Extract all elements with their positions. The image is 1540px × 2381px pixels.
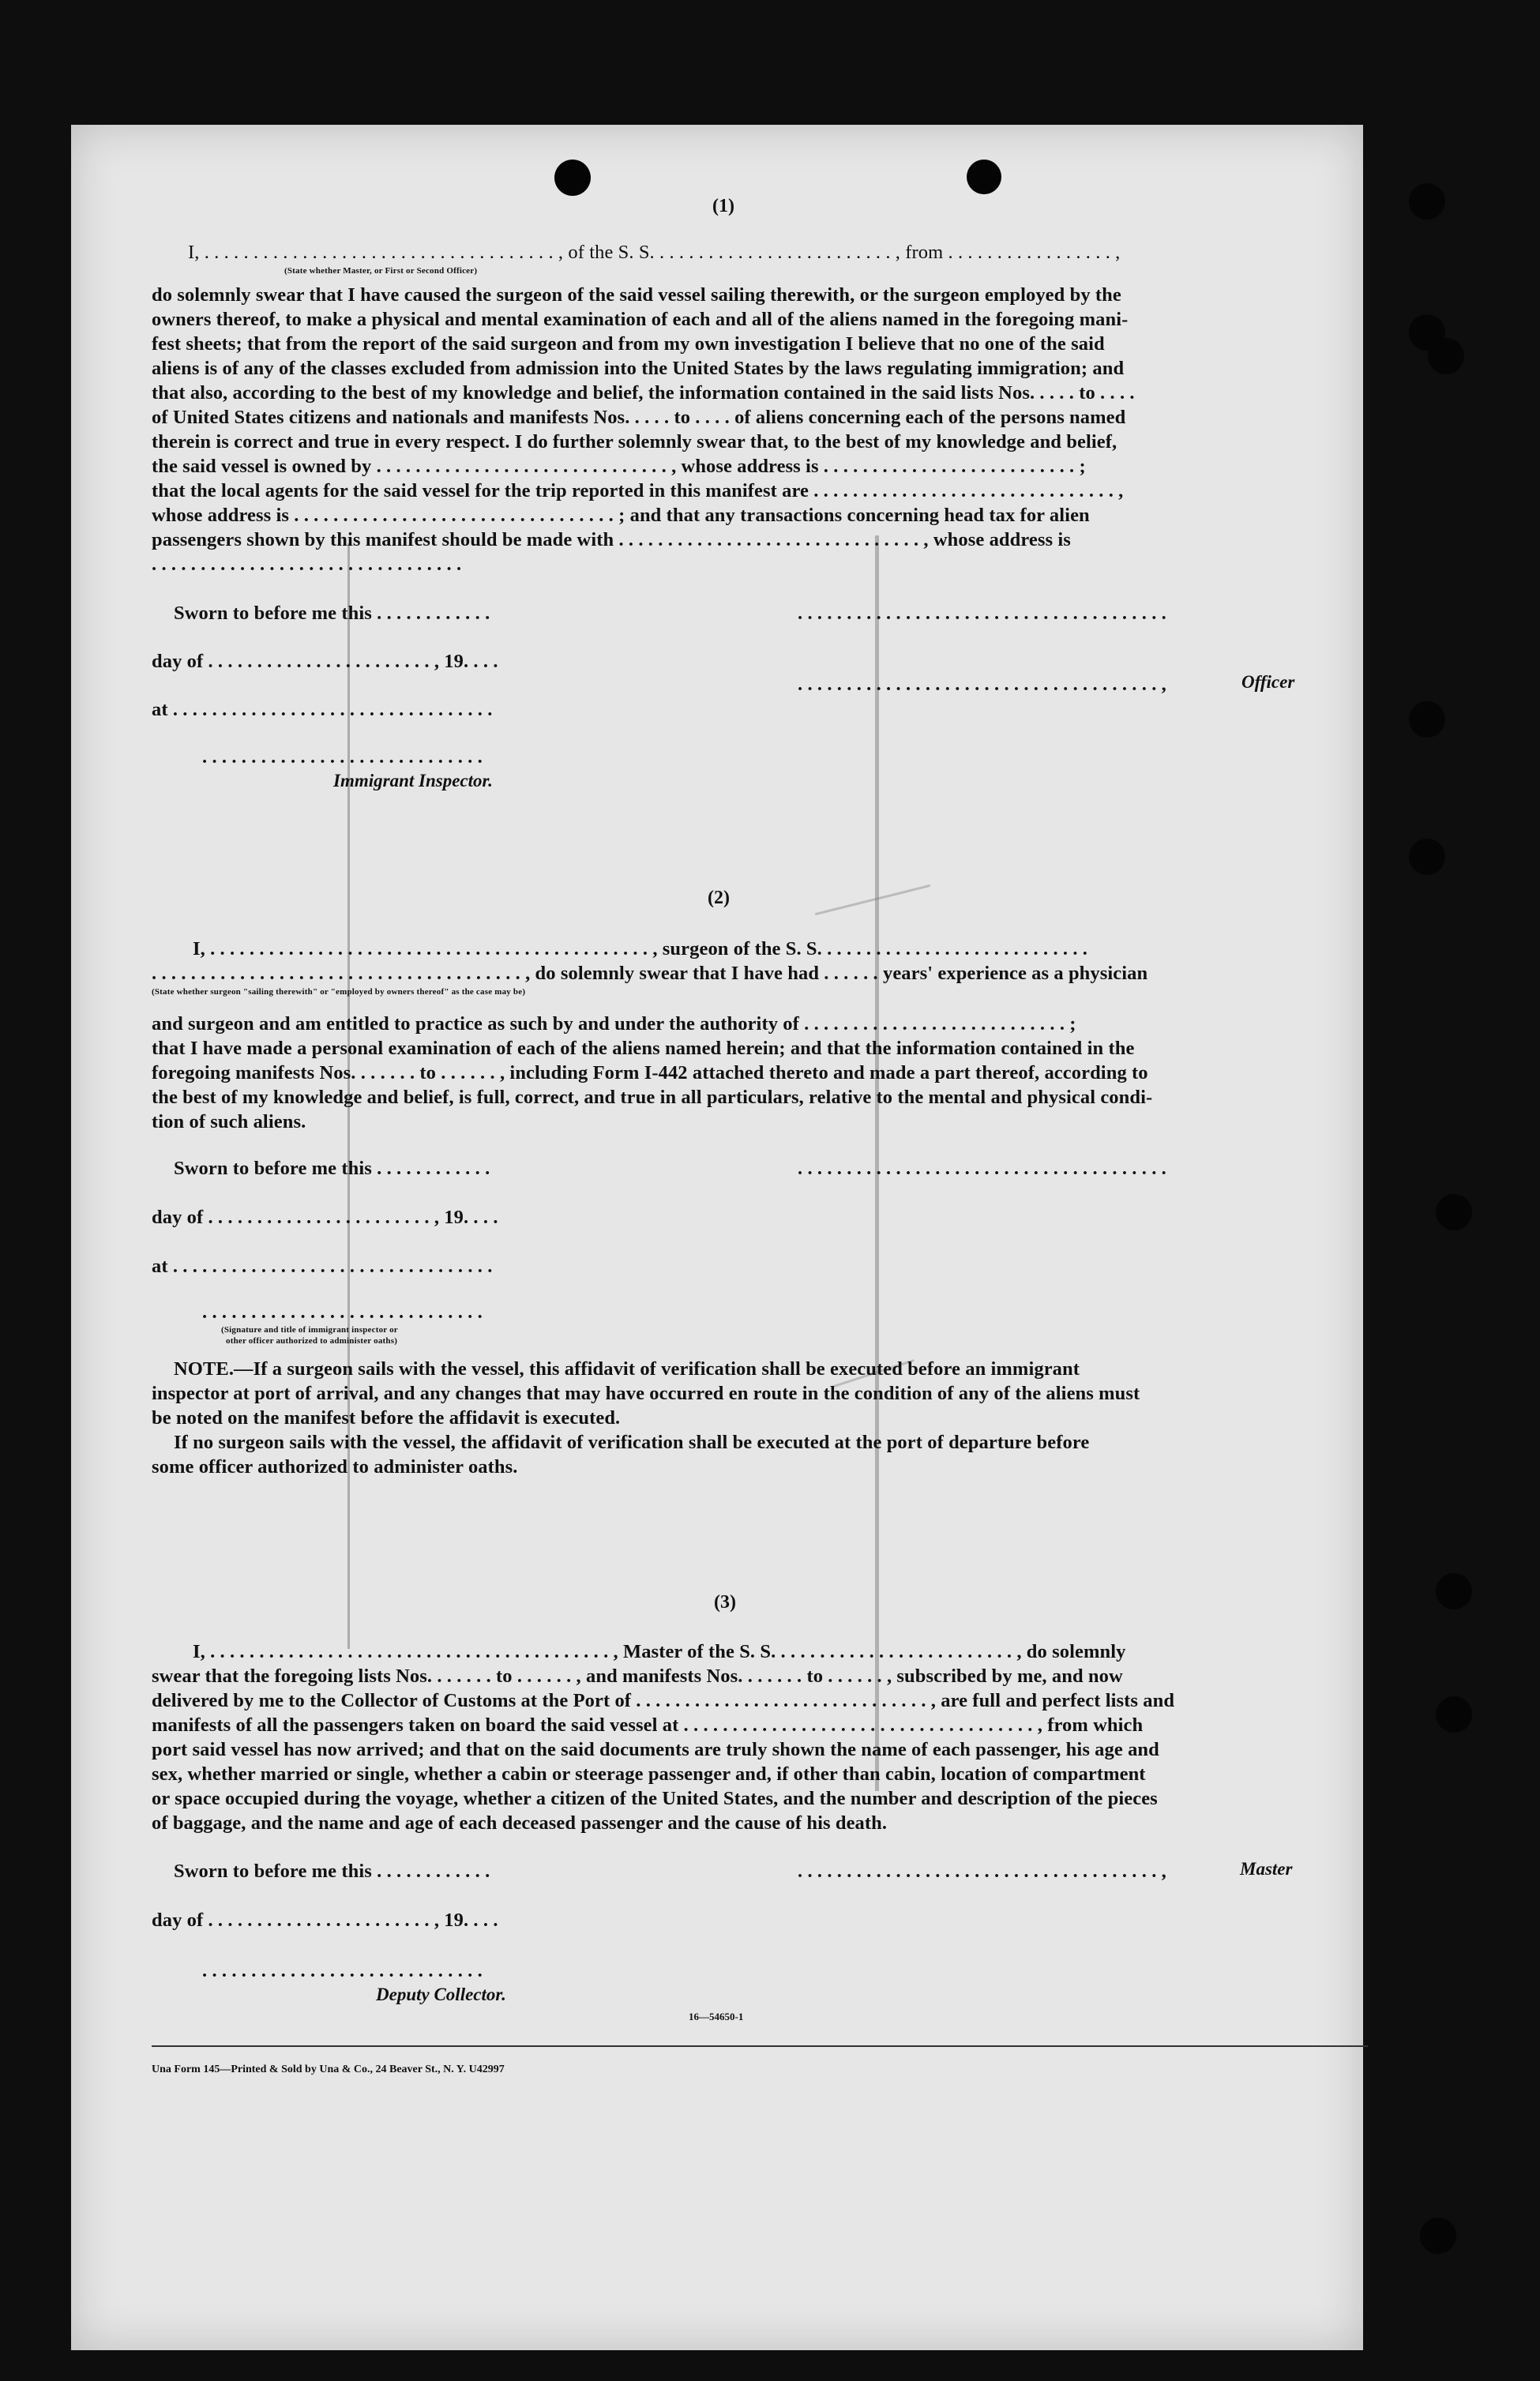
at-line: at . . . . . . . . . . . . . . . . . . . . . . . . . . . . . . . . . (152, 699, 493, 720)
day-line: day of . . . . . . . . . . . . . . . . . . . . . . . , 19. . . . (152, 651, 498, 672)
day-line: day of . . . . . . . . . . . . . . . . . . . . . . . , 19. . . . (152, 1910, 498, 1931)
signature-line: . . . . . . . . . . . . . . . . . . . . . . . . . . . . . (202, 1301, 483, 1323)
punch-hole (1420, 2218, 1456, 2254)
section-3-line: port said vessel has now arrived; and that on the said documents are truly shown the name of each passenger, his age and (152, 1739, 1159, 1760)
officer-blank: . . . . . . . . . . . . . . . . . . . . . . . . . . . . . . . . . . . . . . (798, 603, 1166, 624)
punch-hole (1428, 338, 1464, 374)
punch-hole (1436, 1194, 1472, 1230)
section-1-line: do solemnly swear that I have caused the surgeon of the said vessel sailing therewith, or the surgeon employed by the (152, 284, 1121, 306)
signature-line: . . . . . . . . . . . . . . . . . . . . . . . . . . . . . (202, 1960, 483, 1981)
note-line: NOTE.—If a surgeon sails with the vessel, this affidavit of verification shall be executed before an immigrant (174, 1358, 1080, 1380)
officer-line: . . . . . . . . . . . . . . . . . . . . . . . . . . . . . . . . . . . . . , (798, 674, 1166, 695)
master-label: Master (1240, 1859, 1293, 1879)
punch-hole (1409, 701, 1445, 738)
signature-line: . . . . . . . . . . . . . . . . . . . . . . . . . . . . . (202, 746, 483, 768)
section-1-line: that also, according to the best of my knowledge and belief, the information contained in the said lists Nos. . . . . to . . . . (152, 382, 1135, 404)
section-1-line: owners thereof, to make a physical and mental examination of each and all of the aliens named in the foregoing mani- (152, 309, 1129, 330)
section-2-line: . . . . . . . . . . . . . . . . . . . . . . . . . . . . . . . . . . . . . . , do solemnly swear that I have had . . . . . . years' experience as a physician (152, 963, 1148, 984)
section-1-line: therein is correct and true in every respect. I do further solemnly swear that, to the best of my knowledge and belief, (152, 431, 1117, 453)
section-1-line: of United States citizens and nationals and manifests Nos. . . . . to . . . . of aliens concerning each of the persons named (152, 407, 1126, 428)
sworn-line: Sworn to before me this . . . . . . . . . . . . (174, 1158, 490, 1179)
pencil-mark (815, 884, 930, 915)
footer-imprint: Una Form 145—Printed & Sold by Una & Co., 24 Beaver St., N. Y. U42997 (152, 2064, 505, 2075)
sworn-line: Sworn to before me this . . . . . . . . . . . . (174, 603, 490, 624)
section-1-heading: (1) (712, 196, 734, 216)
punch-hole (554, 160, 591, 196)
section-3-line: sex, whether married or single, whether a cabin or steerage passenger and, if other than cabin, location of compartment (152, 1763, 1146, 1785)
note-line: be noted on the manifest before the affidavit is executed. (152, 1407, 621, 1429)
sworn-line: Sworn to before me this . . . . . . . . . . . . (174, 1861, 490, 1882)
master-line: . . . . . . . . . . . . . . . . . . . . . . . . . . . . . . . . . . . . . , (798, 1861, 1166, 1882)
section-2-heading: (2) (708, 888, 730, 908)
section-1-line: passengers shown by this manifest should be made with . . . . . . . . . . . . . . . . . . . . . . . . . . . . . . . , whose address is (152, 529, 1071, 550)
section-3-line: delivered by me to the Collector of Customs at the Port of . . . . . . . . . . . . . . . . . . . . . . . . . . . . . . , are full and perfect lists and (152, 1690, 1175, 1711)
form-code: 16—54650-1 (689, 2011, 744, 2022)
punch-hole (967, 160, 1001, 194)
punch-hole (1409, 183, 1445, 220)
section-2-line: foregoing manifests Nos. . . . . . . to . . . . . . , including Form I-442 attached thereto and made a part thereof, according to (152, 1062, 1148, 1083)
form-sheet (71, 125, 1363, 2350)
deputy-collector-label: Deputy Collector. (376, 1985, 506, 2004)
day-line: day of . . . . . . . . . . . . . . . . . . . . . . . , 19. . . . (152, 1207, 498, 1228)
officer-label: Officer (1241, 672, 1295, 692)
immigrant-inspector-label: Immigrant Inspector. (333, 771, 493, 791)
section-2-line: tion of such aliens. (152, 1111, 306, 1132)
punch-hole (1409, 839, 1445, 875)
section-1-line: aliens is of any of the classes excluded from admission into the United States by the laws regulating immigration; and (152, 358, 1125, 379)
signature-note: other officer authorized to administer oaths) (226, 1336, 398, 1346)
note-line: some officer authorized to administer oaths. (152, 1456, 518, 1478)
section-1-line: fest sheets; that from the report of the said surgeon and from my own investigation I believe that no one of the said (152, 333, 1105, 355)
section-3-line: swear that the foregoing lists Nos. . . . . . . to . . . . . . , and manifests Nos. . . . . . . to . . . . . . , subscribed by me, and now (152, 1666, 1123, 1687)
section-1-line: that the local agents for the said vessel for the trip reported in this manifest are . . . . . . . . . . . . . . . . . . . . . . . . . . . . . . . , (152, 480, 1124, 501)
footer-rule (152, 2045, 1368, 2047)
section-1-line: whose address is . . . . . . . . . . . . . . . . . . . . . . . . . . . . . . . . . ; and that any transactions concerning head tax for alien (152, 505, 1090, 526)
section-2-line: that I have made a personal examination of each of the aliens named herein; and that the information contained in the (152, 1038, 1135, 1059)
surgeon-blank: . . . . . . . . . . . . . . . . . . . . . . . . . . . . . . . . . . . . . . (798, 1158, 1166, 1179)
section-3-line: I, . . . . . . . . . . . . . . . . . . . . . . . . . . . . . . . . . . . . . . . . . , Master of the S. S. . . . . . . . . . . . . . . . . . . . . . . . . , do solemnly (193, 1641, 1126, 1662)
punch-hole (1436, 1573, 1472, 1609)
section-3-line: manifests of all the passengers taken on board the said vessel at . . . . . . . . . . . . . . . . . . . . . . . . . . . . . . . . . . . . , from which (152, 1714, 1144, 1736)
note-line: inspector at port of arrival, and any changes that may have occurred en route in the condition of any of the aliens must (152, 1383, 1140, 1404)
section-1-line: . . . . . . . . . . . . . . . . . . . . . . . . . . . . . . . . (152, 554, 462, 575)
signature-note: (Signature and title of immigrant inspector or (221, 1325, 398, 1335)
section-3-line: of baggage, and the name and age of each deceased passenger and the cause of his death. (152, 1812, 888, 1834)
section-3-heading: (3) (714, 1592, 736, 1613)
punch-hole (1436, 1696, 1472, 1733)
section-1-line: I, . . . . . . . . . . . . . . . . . . . . . . . . . . . . . . . . . . . . , of the S. S. . . . . . . . . . . . . . . . . . . . . . . . . , from . . . . . . . . . . . . . . . . . , (188, 242, 1121, 263)
section-2-surgeon-note: (State whether surgeon "sailing therewith" or "employed by owners thereof" as the case may be) (152, 987, 526, 997)
section-2-line: the best of my knowledge and belief, is full, correct, and true in all particulars, relative to the mental and physical condi- (152, 1087, 1153, 1108)
section-3-line: or space occupied during the voyage, whether a citizen of the United States, and the number and description of the pieces (152, 1788, 1158, 1809)
section-2-line: and surgeon and am entitled to practice as such by and under the authority of . . . . . . . . . . . . . . . . . . . . . . . . . . . ; (152, 1013, 1076, 1035)
section-1-line: the said vessel is owned by . . . . . . . . . . . . . . . . . . . . . . . . . . . . . . , whose address is . . . . . . . . . . . . . . . . . . . . . . . . . . ; (152, 456, 1086, 477)
section-1-name-note: (State whether Master, or First or Second Officer) (284, 266, 478, 276)
note-line: If no surgeon sails with the vessel, the affidavit of verification shall be executed at the port of departure before (174, 1432, 1090, 1453)
section-2-line: I, . . . . . . . . . . . . . . . . . . . . . . . . . . . . . . . . . . . . . . . . . . . . . , surgeon of the S. S. . . . . . . . . . . . . . . . . . . . . . . . . . . . (193, 938, 1088, 960)
at-line: at . . . . . . . . . . . . . . . . . . . . . . . . . . . . . . . . . (152, 1256, 493, 1277)
